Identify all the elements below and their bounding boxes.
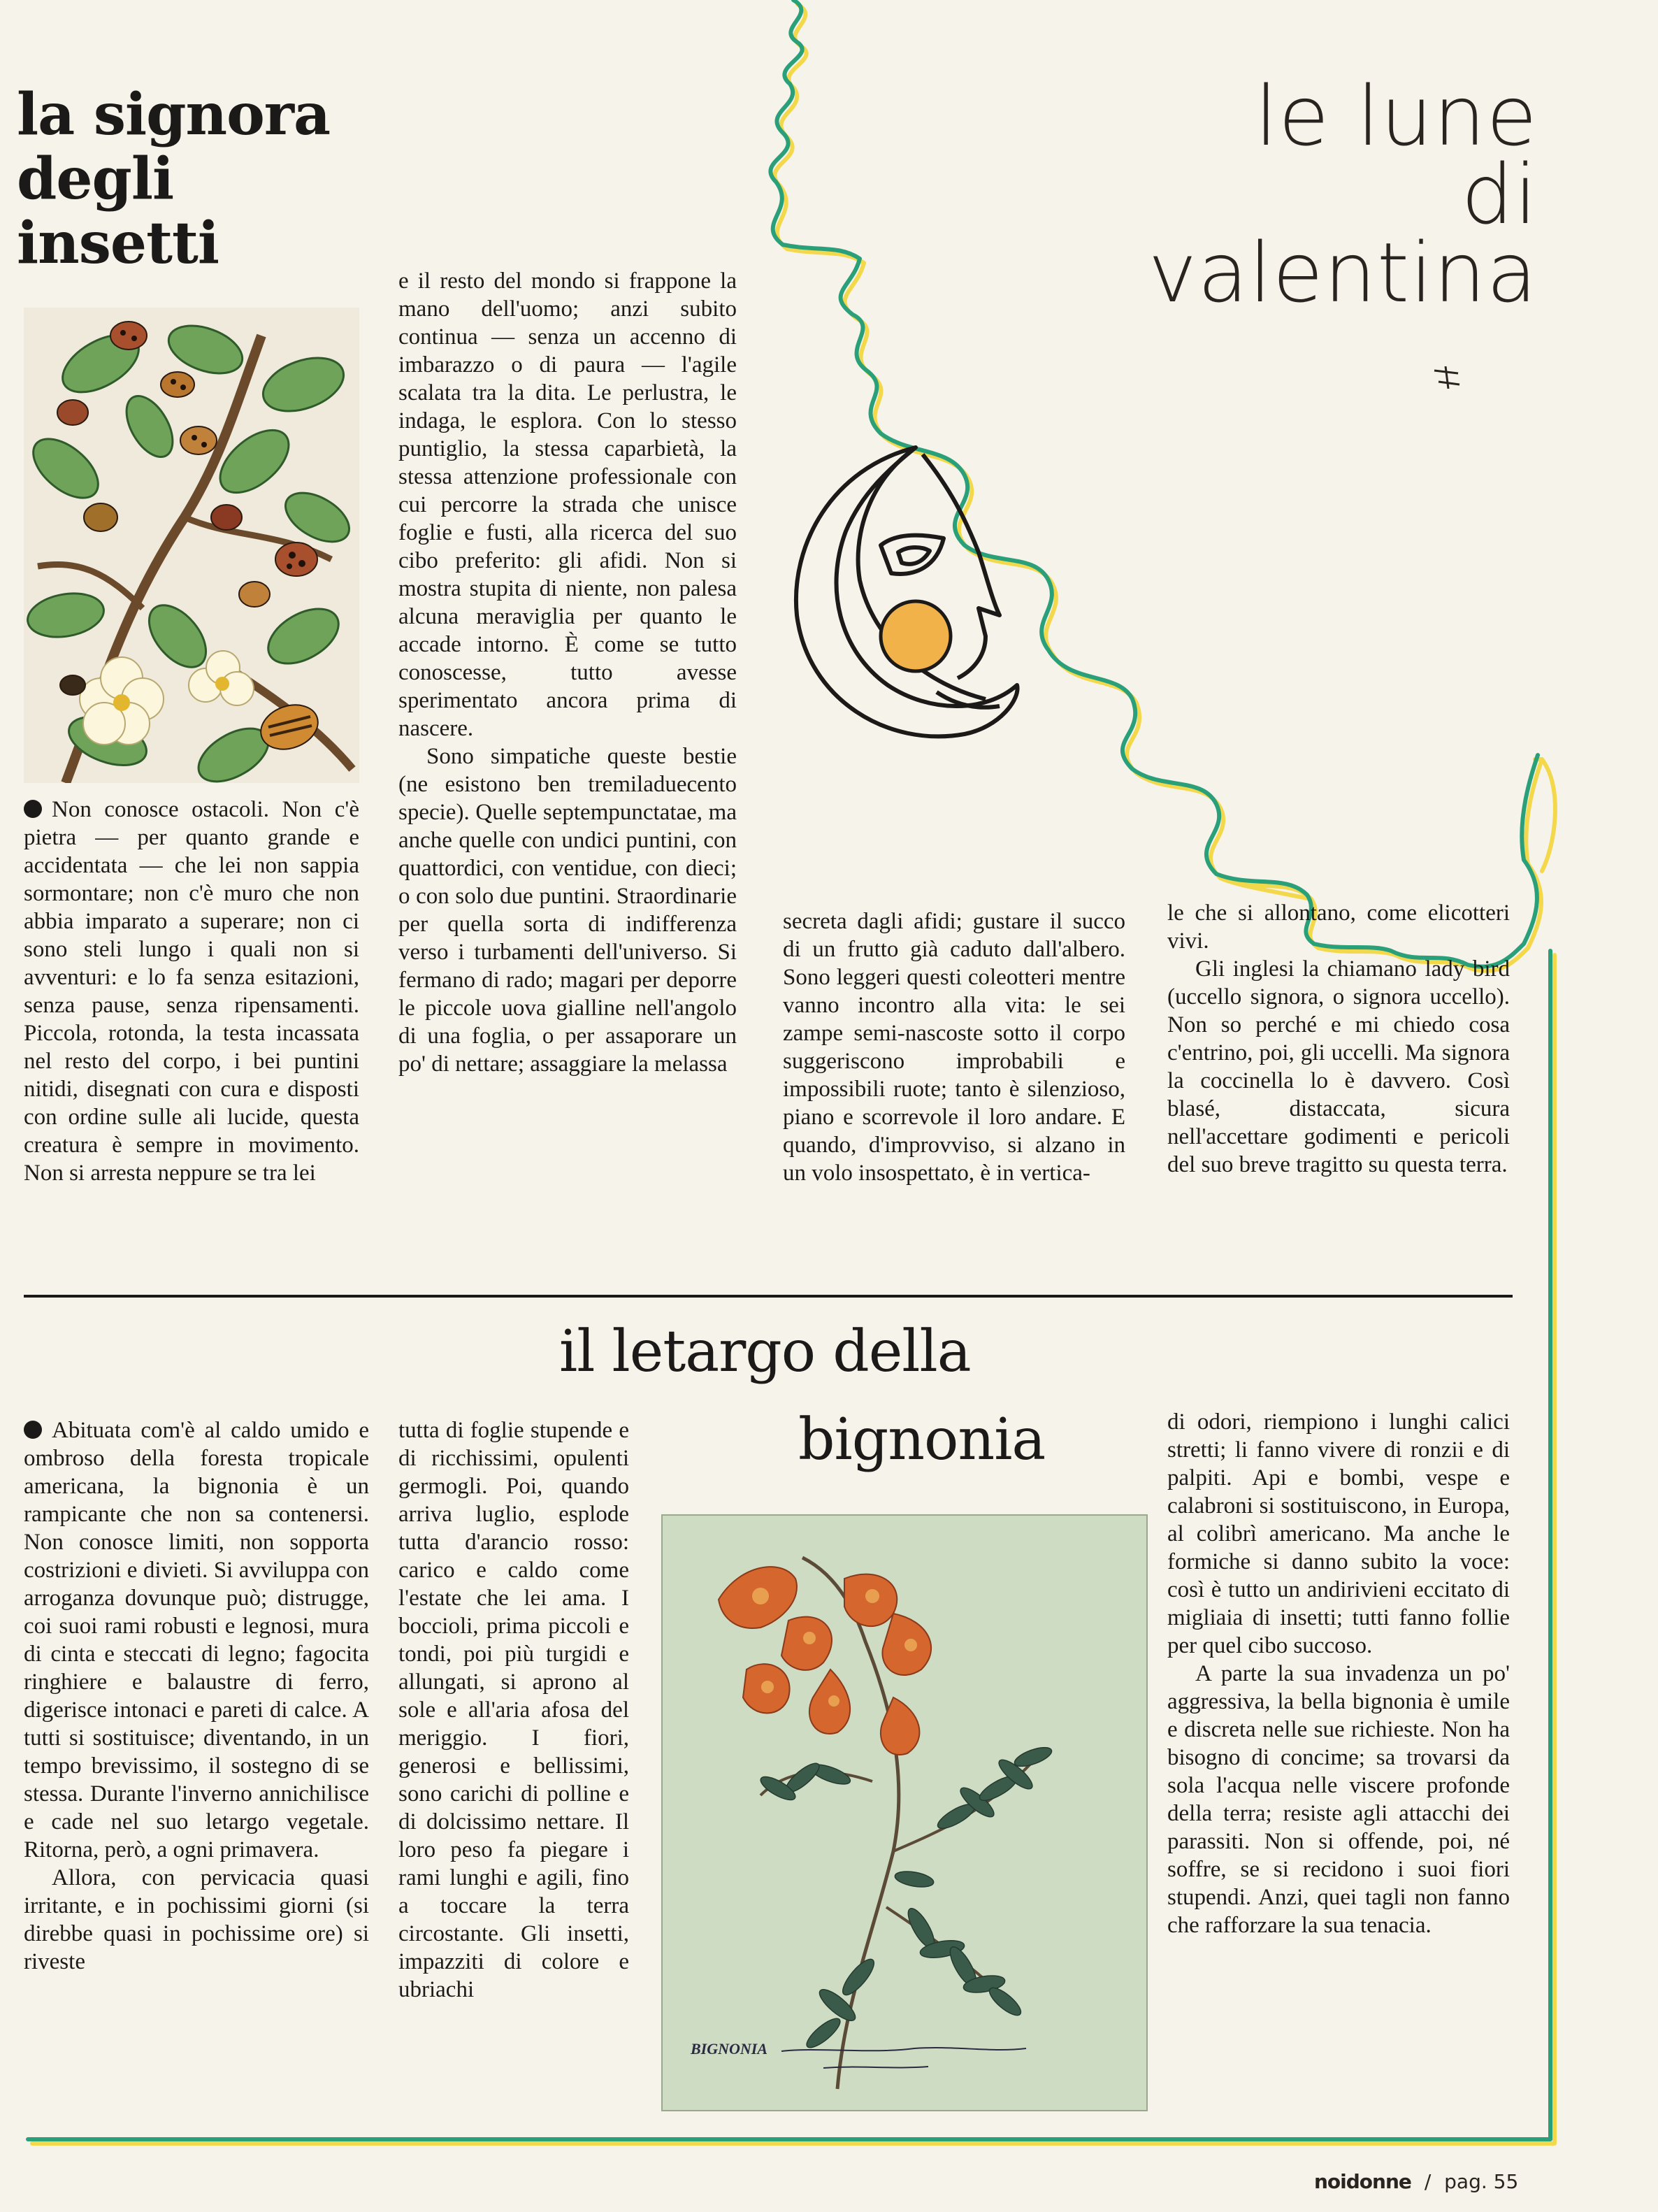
page-number: pag. 55 xyxy=(1444,2170,1519,2193)
paragraph: Abituata com'è al caldo umido e ombroso della foresta tropicale americana, la bignonia è un rampicante che non sa contenersi. Non conosce limiti, non sopporta costrizioni e divieti. Si avviluppa con arroganza dovunque può; distrugge, coi suoi rami robusti e legnosi, mura di cinta e steccati di legno; fagocita ringhiere e balaustre di ferro, digerisce intonaci e pareti di calce. A tutti si sostituisce; diventando, in un tempo brevissimo, il sostegno di se stessa. Durante l'inverno annichilisce e cade nel suo letargo vegetale. Ritorna, però, a ogni primavera. xyxy=(24,1418,369,1862)
plate-caption: BIGNONIA xyxy=(691,2040,768,2057)
title-line: la signora xyxy=(17,81,331,148)
title-line: di valentina xyxy=(1148,146,1538,321)
article-column-7 xyxy=(1167,1408,1510,1939)
paragraph: Sono simpatiche queste bestie (ne esistono ben tremiladuecento specie). Quelle septempunctatae, ma anche quelle con undici puntini, con quattordici, con ventidue, con dieci; o con solo due puntini. Straordinarie per quella sorta di indifferenza verso i turbamenti dell'universo. Si fermano di rado; magari per deporre le piccole uova gialline nell'angolo di una foglia, o per assaporare un po' di nettare; assaggiare la melassa xyxy=(398,744,737,1077)
title-line: il letargo della xyxy=(559,1319,971,1385)
paragraph: e il resto del mondo si frappone la mano dell'uomo; anzi subito continua — senza un accenno di imbarazzo o di paura — l'agile scalata tra la dita. Le perlustra, le indaga, le esplora. Con lo stesso puntiglio, la stessa caparbietà, la stessa attenzione professionale con cui percorre la strada che unisce foglie e fusti, alla ricerca del suo cibo preferito: gli afidi. Non si mostra stupita di niente, non palesa alcuna meraviglia per quanto le accade intorno. È come se tutto conoscesse, tutto avesse sperimentato ancora prima di nascere. xyxy=(398,268,737,741)
paragraph: tutta di foglie stupende e di ricchissimi, opulenti germogli. Poi, quando arriva luglio, esplode tutta d'arancio rosso: carico e caldo come l'estate che lei ama. I boccioli, prima piccoli e tondi, poi più turgidi e allungati, si aprono al sole e all'aria afosa del meriggio. I fiori, generosi e bellissimi, sono carichi di polline e di dolcissimo nettare. Il loro peso fa piegare i rami lunghi e agili, fino a toccare la terra circostante. Gli insetti, impazziti di colore e ubriachi xyxy=(398,1418,629,2002)
column-title-lune xyxy=(1146,68,1538,321)
paragraph: di odori, riempiono i lunghi calici stretti; li fanno vivere di ronzii e di palpiti. Api e bombi, vespe e calabroni si sostituiscono, in Europa, al colibrì americano. Ma anche le formiche si danno subito la voce: così è tutto un andirivieni eccitato di migliaia di insetti; tutti fanno follie per quel cibo succoso. xyxy=(1167,1409,1510,1658)
magazine-brand: noidonne xyxy=(1314,2170,1411,2193)
article-title-bignonia-2 xyxy=(798,1408,1045,1472)
paragraph: A parte la sua invadenza un po' aggressiva, la bella bignonia è umile e discreta nelle sue richieste. Non ha bisogno di concime; sa trovarsi da sola l'acqua nelle viscere profonde della terra; resiste agli attacchi dei parassiti. Non si offende, poi, né soffre, se si recidono i suoi fiori stupendi. Anzi, quei tagli non fanno che rafforzare la sua tenacia. xyxy=(1167,1661,1510,1938)
paragraph: Gli inglesi la chiamano lady bird (uccello signora, o signora uccello). Non so perché e mi chiedo cosa c'entrino, poi, gli uccelli. Ma signora la coccinella lo è davvero. Così blasé, distaccata, sicura nell'accettare godimenti e pericoli del suo breve tragitto su questa terra. xyxy=(1167,956,1510,1177)
article-title-signora xyxy=(17,82,330,275)
section-divider xyxy=(24,1295,1513,1298)
article-column-2 xyxy=(398,267,737,1078)
paragraph: secreta dagli afidi; gustare il succo di un frutto già caduto dall'albero. Sono leggeri questi coleotteri mentre vanno incontro alla vita: le sei zampe semi-nascoste sotto il corpo suggeriscono improbabili e impossibili ruote; tanto è silenzioso, piano e scorrevole il loro andare. E quando, d'improvviso, si alzano in un volo insospettato, è in vertica- xyxy=(783,909,1125,1186)
article-column-4 xyxy=(1167,899,1510,1179)
bignonia-botanical-plate xyxy=(661,1514,1148,2111)
bullet-icon xyxy=(24,1421,42,1439)
article-column-5 xyxy=(24,1416,369,1976)
article-column-3 xyxy=(783,907,1125,1187)
article-column-6 xyxy=(398,1416,629,2004)
article-title-bignonia xyxy=(559,1320,971,1384)
paragraph: Allora, con pervicacia quasi irritante, e in pochissimi giorni (si direbbe quasi in pochissime ore) si riveste xyxy=(24,1865,369,1974)
bullet-icon xyxy=(24,800,42,818)
moon-orange-dot xyxy=(881,601,951,671)
title-line: bignonia xyxy=(798,1407,1046,1473)
article-column-1 xyxy=(24,796,359,1187)
ladybird-illustration xyxy=(24,308,359,783)
title-line: le lune xyxy=(1255,68,1538,164)
paragraph: le che si allontano, come elicotteri vivi. xyxy=(1167,900,1510,954)
page-footer xyxy=(1314,2170,1518,2193)
title-line: degli xyxy=(17,145,174,213)
title-line: insetti xyxy=(17,210,219,277)
footer-separator: / xyxy=(1424,2170,1432,2193)
decorative-mark xyxy=(1432,364,1462,392)
paragraph: Non conosce ostacoli. Non c'è pietra — per quanto grande e accidentata — che lei non sappia sormontare; non c'è muro che non abbia imparato a superare; non ci sono steli lungo i quali non si avventuri: e lo fa senza esitazioni, senza pause, senza ripensamenti. Piccola, rotonda, la testa incassata nel resto del corpo, i bei puntini nitidi, disegnati con cura e disposti con ordine sulle ali lucide, questa creatura è sempre in movimento. Non si arresta neppure se tra lei xyxy=(24,797,359,1186)
crescent-moon-illustration xyxy=(776,433,1028,769)
